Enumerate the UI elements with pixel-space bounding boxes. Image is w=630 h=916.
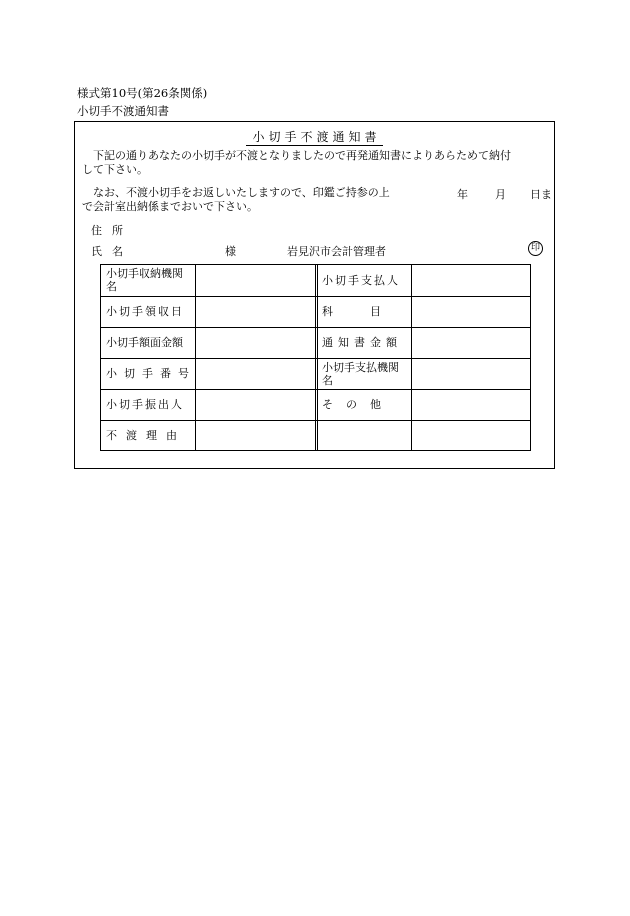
date-day-unit: 日ま xyxy=(530,188,552,201)
seal-icon: 印 xyxy=(528,241,543,256)
label-check-face-amount: 小切手額面金額 xyxy=(106,336,183,349)
label-check-number: 小切手番号 xyxy=(106,367,196,380)
notice-frame xyxy=(74,121,555,469)
paragraph-1 xyxy=(82,149,552,177)
date-year-unit: 年 xyxy=(457,188,468,201)
label-line: 小切手支払機関 xyxy=(322,361,399,374)
issuer-name: 岩見沢市会計管理者 xyxy=(287,245,386,258)
name-label: 氏名 xyxy=(91,245,133,258)
paragraph-1-line-1: 下記の通りあなたの小切手が不渡となりましたので再発通知書によりあらためて納付 xyxy=(93,149,511,162)
form-number: 様式第10号(第26条関係) xyxy=(77,86,208,100)
table-row-divider xyxy=(101,327,530,328)
label-notice-amount: 通知書金額 xyxy=(322,336,402,349)
label-check-drawer: 小切手振出人 xyxy=(106,398,184,411)
honorific: 様 xyxy=(225,245,236,258)
label-check-receiving-institution xyxy=(106,267,183,293)
label-line: 小切手収納機関 xyxy=(106,267,183,280)
table-row-divider xyxy=(101,296,530,297)
date-month-unit: 月 xyxy=(495,188,506,201)
table-row-divider xyxy=(101,420,530,421)
label-check-payer: 小切手支払人 xyxy=(322,274,400,287)
label-check-paying-institution xyxy=(322,361,399,387)
table-row-divider xyxy=(101,389,530,390)
paragraph-2 xyxy=(82,186,552,214)
notice-title-text: 小切手不渡通知書 xyxy=(246,130,382,146)
label-other: そ の 他 xyxy=(322,398,382,411)
address-label: 住所 xyxy=(91,224,133,237)
notice-title xyxy=(75,128,554,145)
label-check-receipt-date: 小切手領収日 xyxy=(106,305,184,318)
label-line: 名 xyxy=(322,374,333,387)
label-dishonor-reason: 不渡理由 xyxy=(106,429,186,442)
table-row-divider xyxy=(101,358,530,359)
paragraph-2-line-1: なお、不渡小切手をお返しいたしますので、印鑑ご持参の上 xyxy=(93,186,390,199)
label-line: 名 xyxy=(106,280,117,293)
label-account-item: 科 目 xyxy=(322,305,382,318)
info-table xyxy=(100,264,531,451)
paragraph-2-line-2: で会計室出納係までおいで下さい。 xyxy=(82,200,258,213)
document-name: 小切手不渡通知書 xyxy=(77,104,169,118)
paragraph-1-line-2: して下さい。 xyxy=(82,163,148,176)
